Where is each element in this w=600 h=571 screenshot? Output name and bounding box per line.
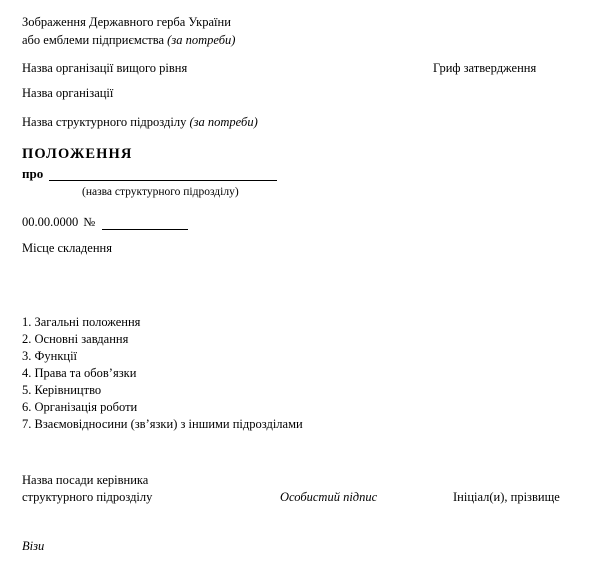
subdivision-name xyxy=(22,115,258,130)
list-item: 4. Права та обов’язки xyxy=(22,366,137,380)
title-caption: (назва структурного підрозділу) xyxy=(82,186,239,198)
registration-row xyxy=(22,215,188,230)
approval-stamp: Гриф затвердження xyxy=(433,61,537,75)
subdivision-note: (за потреби) xyxy=(189,115,258,129)
list-item: 2. Основні завдання xyxy=(22,332,129,346)
emblem-line-1: Зображення Державного герба України xyxy=(22,15,231,29)
subdivision-text: Назва структурного підрозділу xyxy=(22,115,190,129)
list-item: 6. Організація роботи xyxy=(22,400,138,414)
personal-signature-label: Особистий підпис xyxy=(280,490,378,504)
about-fill-in-line[interactable] xyxy=(49,168,277,181)
list-item: 3. Функції xyxy=(22,349,78,363)
list-item: 5. Керівництво xyxy=(22,383,102,397)
place-of-compilation: Місце складення xyxy=(22,241,112,255)
registration-date: 00.00.0000 xyxy=(22,215,79,229)
number-symbol: № xyxy=(83,215,96,229)
initials-surname-label: Ініціал(и), прізвище xyxy=(453,490,560,504)
document-title: ПОЛОЖЕННЯ xyxy=(22,146,133,162)
signatory-position-line-1: Назва посади керівника xyxy=(22,473,149,487)
about-label: про xyxy=(22,166,44,181)
emblem-line-2-note: (за потреби) xyxy=(167,33,236,47)
organization-name: Назва організації xyxy=(22,86,114,100)
list-item: 1. Загальні положення xyxy=(22,315,141,329)
signatory-position-line-2: структурного підрозділу xyxy=(22,490,153,504)
contents-list xyxy=(22,314,303,433)
about-row xyxy=(22,166,277,181)
parent-organization-name: Назва організації вищого рівня xyxy=(22,61,188,75)
list-item: 7. Взаємовідносини (зв’язки) з іншими підрозділами xyxy=(22,417,303,431)
emblem-line-2-text: або емблеми підприємства xyxy=(22,33,168,47)
registration-number-fill-in-line[interactable] xyxy=(102,217,188,230)
emblem-line-2 xyxy=(22,33,235,48)
visas-label: Візи xyxy=(22,539,45,553)
